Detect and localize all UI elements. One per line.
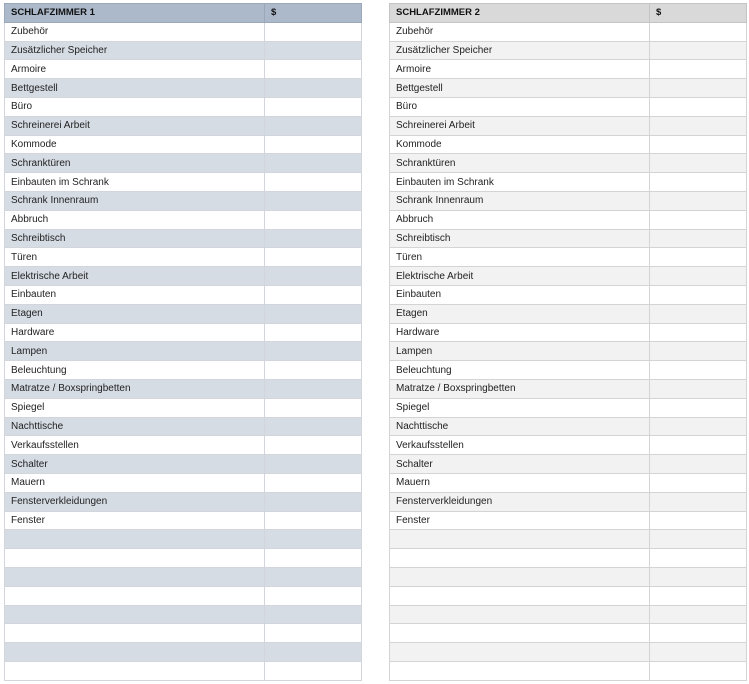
table-row xyxy=(390,473,747,492)
cost-cell[interactable] xyxy=(265,116,362,135)
item-cell[interactable]: Fenster xyxy=(5,511,265,530)
table-row xyxy=(5,417,362,436)
cost-cell[interactable] xyxy=(265,323,362,342)
cost-cell[interactable] xyxy=(265,417,362,436)
cost-cell[interactable] xyxy=(650,22,747,41)
bedroom-2-body xyxy=(390,22,747,680)
bedroom-1-body xyxy=(5,22,362,680)
table-row xyxy=(390,643,747,662)
cost-cell[interactable] xyxy=(650,248,747,267)
item-cell[interactable]: Büro xyxy=(390,97,650,116)
cost-cell[interactable] xyxy=(265,229,362,248)
header-row xyxy=(5,4,362,23)
item-cell[interactable]: Türen xyxy=(5,248,265,267)
table-row xyxy=(390,22,747,41)
table-row xyxy=(5,154,362,173)
item-cell[interactable]: Lampen xyxy=(5,342,265,361)
table-row xyxy=(5,398,362,417)
table-row xyxy=(390,60,747,79)
item-cell[interactable] xyxy=(390,567,650,586)
item-cell[interactable]: Spiegel xyxy=(390,398,650,417)
cost-cell[interactable] xyxy=(265,511,362,530)
item-cell[interactable]: Einbauten xyxy=(5,285,265,304)
item-cell[interactable] xyxy=(390,605,650,624)
bedroom-2-table xyxy=(389,3,746,681)
item-cell[interactable] xyxy=(5,624,265,643)
cost-cell[interactable] xyxy=(265,567,362,586)
item-cell[interactable]: Schalter xyxy=(390,455,650,474)
item-cell[interactable]: Etagen xyxy=(390,304,650,323)
cost-cell[interactable] xyxy=(265,643,362,662)
cost-cell[interactable] xyxy=(650,379,747,398)
item-cell[interactable]: Abbruch xyxy=(390,210,650,229)
cost-cell[interactable] xyxy=(265,79,362,98)
table-row xyxy=(5,323,362,342)
item-cell[interactable]: Zubehör xyxy=(5,22,265,41)
item-cell[interactable] xyxy=(5,586,265,605)
table-row xyxy=(5,455,362,474)
table-row xyxy=(390,116,747,135)
cost-cell[interactable] xyxy=(265,304,362,323)
cost-cell[interactable] xyxy=(650,624,747,643)
item-cell[interactable]: Schreibtisch xyxy=(390,229,650,248)
table-row xyxy=(5,549,362,568)
item-cell[interactable] xyxy=(390,643,650,662)
cost-cell[interactable] xyxy=(650,473,747,492)
table-row xyxy=(390,624,747,643)
table-row xyxy=(5,661,362,680)
item-cell[interactable]: Schalter xyxy=(5,455,265,474)
item-cell[interactable] xyxy=(5,530,265,549)
item-cell[interactable]: Spiegel xyxy=(5,398,265,417)
item-cell[interactable]: Fensterverkleidungen xyxy=(390,492,650,511)
item-cell[interactable]: Einbauten xyxy=(390,285,650,304)
item-cell[interactable]: Armoire xyxy=(390,60,650,79)
item-cell[interactable]: Fenster xyxy=(390,511,650,530)
item-cell[interactable]: Lampen xyxy=(390,342,650,361)
item-cell[interactable]: Hardware xyxy=(390,323,650,342)
item-cell[interactable]: Einbauten im Schrank xyxy=(390,173,650,192)
cost-cell[interactable] xyxy=(265,285,362,304)
table-row xyxy=(390,549,747,568)
cost-cell[interactable] xyxy=(265,191,362,210)
table-row xyxy=(390,154,747,173)
cost-cell[interactable] xyxy=(265,605,362,624)
table-row xyxy=(5,285,362,304)
item-cell[interactable] xyxy=(390,661,650,680)
item-cell[interactable]: Armoire xyxy=(5,60,265,79)
item-cell[interactable]: Abbruch xyxy=(5,210,265,229)
table-row xyxy=(390,304,747,323)
item-cell[interactable] xyxy=(5,643,265,662)
header-row xyxy=(390,4,747,23)
cost-column-header: $ xyxy=(650,4,747,23)
cost-cell[interactable] xyxy=(650,97,747,116)
cost-cell[interactable] xyxy=(650,229,747,248)
table-row xyxy=(390,135,747,154)
table-row xyxy=(5,135,362,154)
table-row xyxy=(5,116,362,135)
cost-cell[interactable] xyxy=(650,417,747,436)
item-cell[interactable]: Matratze / Boxspringbetten xyxy=(5,379,265,398)
table-row xyxy=(390,79,747,98)
table-row xyxy=(390,511,747,530)
item-cell[interactable] xyxy=(5,567,265,586)
table-row xyxy=(390,605,747,624)
cost-cell[interactable] xyxy=(650,361,747,380)
cost-cell[interactable] xyxy=(265,135,362,154)
item-cell[interactable]: Schranktüren xyxy=(5,154,265,173)
table-row xyxy=(5,379,362,398)
table-row xyxy=(5,342,362,361)
cost-cell[interactable] xyxy=(650,567,747,586)
table-row xyxy=(5,473,362,492)
cost-cell[interactable] xyxy=(265,154,362,173)
cost-cell[interactable] xyxy=(265,379,362,398)
item-cell[interactable] xyxy=(5,661,265,680)
cost-cell[interactable] xyxy=(650,60,747,79)
item-cell[interactable] xyxy=(390,530,650,549)
cost-cell[interactable] xyxy=(265,586,362,605)
table-row xyxy=(390,492,747,511)
cost-cell[interactable] xyxy=(650,530,747,549)
item-cell[interactable]: Schreibtisch xyxy=(5,229,265,248)
item-cell[interactable]: Mauern xyxy=(5,473,265,492)
table-row xyxy=(390,248,747,267)
table-row xyxy=(5,41,362,60)
bedroom-2-grid xyxy=(389,3,747,681)
table-row xyxy=(390,455,747,474)
item-cell[interactable]: Büro xyxy=(5,97,265,116)
table-row xyxy=(390,173,747,192)
item-cell[interactable]: Hardware xyxy=(5,323,265,342)
table-row xyxy=(390,191,747,210)
bedroom-1-table xyxy=(4,3,361,681)
item-cell[interactable]: Bettgestell xyxy=(5,79,265,98)
item-cell[interactable]: Matratze / Boxspringbetten xyxy=(390,379,650,398)
table-row xyxy=(5,436,362,455)
cost-cell[interactable] xyxy=(650,549,747,568)
table-row xyxy=(390,342,747,361)
cost-cell[interactable] xyxy=(265,342,362,361)
item-cell[interactable]: Mauern xyxy=(390,473,650,492)
cost-cell[interactable] xyxy=(650,285,747,304)
table-row xyxy=(390,379,747,398)
cost-cell[interactable] xyxy=(650,323,747,342)
cost-cell[interactable] xyxy=(265,473,362,492)
cost-cell[interactable] xyxy=(265,549,362,568)
cost-column-header: $ xyxy=(265,4,362,23)
table-row xyxy=(5,492,362,511)
item-cell[interactable]: Einbauten im Schrank xyxy=(5,173,265,192)
table-row xyxy=(5,624,362,643)
item-cell[interactable]: Kommode xyxy=(5,135,265,154)
cost-cell[interactable] xyxy=(650,455,747,474)
cost-cell[interactable] xyxy=(650,210,747,229)
item-cell[interactable] xyxy=(5,549,265,568)
table-row xyxy=(390,97,747,116)
cost-cell[interactable] xyxy=(650,398,747,417)
cost-cell[interactable] xyxy=(265,436,362,455)
table-row xyxy=(390,41,747,60)
table-row xyxy=(5,97,362,116)
cost-cell[interactable] xyxy=(650,436,747,455)
item-cell[interactable]: Schreinerei Arbeit xyxy=(390,116,650,135)
cost-cell[interactable] xyxy=(265,398,362,417)
table-row xyxy=(5,567,362,586)
table-row xyxy=(5,530,362,549)
cost-cell[interactable] xyxy=(650,191,747,210)
table-row xyxy=(390,323,747,342)
cost-cell[interactable] xyxy=(650,154,747,173)
cost-cell[interactable] xyxy=(650,79,747,98)
cost-cell[interactable] xyxy=(650,492,747,511)
cost-cell[interactable] xyxy=(265,210,362,229)
table-row xyxy=(390,361,747,380)
table-row xyxy=(5,361,362,380)
cost-cell[interactable] xyxy=(650,267,747,286)
table-row xyxy=(5,605,362,624)
table-row xyxy=(5,22,362,41)
table-row xyxy=(5,643,362,662)
cost-cell[interactable] xyxy=(650,41,747,60)
item-cell[interactable]: Verkaufsstellen xyxy=(5,436,265,455)
item-cell[interactable] xyxy=(5,605,265,624)
item-cell[interactable]: Nachttische xyxy=(390,417,650,436)
item-cell[interactable]: Bettgestell xyxy=(390,79,650,98)
cost-cell[interactable] xyxy=(650,135,747,154)
table-row xyxy=(390,417,747,436)
item-cell[interactable]: Verkaufsstellen xyxy=(390,436,650,455)
item-cell[interactable]: Zusätzlicher Speicher xyxy=(390,41,650,60)
item-cell[interactable]: Schreinerei Arbeit xyxy=(5,116,265,135)
item-cell[interactable]: Zusätzlicher Speicher xyxy=(5,41,265,60)
item-cell[interactable]: Schrank Innenraum xyxy=(390,191,650,210)
cost-cell[interactable] xyxy=(650,342,747,361)
item-cell[interactable]: Elektrische Arbeit xyxy=(390,267,650,286)
table-row xyxy=(390,267,747,286)
item-cell[interactable]: Schrank Innenraum xyxy=(5,191,265,210)
table-row xyxy=(390,586,747,605)
cost-cell[interactable] xyxy=(265,41,362,60)
item-column-header: SCHLAFZIMMER 2 xyxy=(390,4,650,23)
table-row xyxy=(5,60,362,79)
table-row xyxy=(390,210,747,229)
table-row xyxy=(5,191,362,210)
table-row xyxy=(5,511,362,530)
table-row xyxy=(5,79,362,98)
table-row xyxy=(390,567,747,586)
cost-cell[interactable] xyxy=(650,116,747,135)
table-row xyxy=(5,173,362,192)
item-cell[interactable]: Türen xyxy=(390,248,650,267)
item-cell[interactable]: Zubehör xyxy=(390,22,650,41)
table-row xyxy=(5,586,362,605)
cost-cell[interactable] xyxy=(650,605,747,624)
cost-cell[interactable] xyxy=(265,173,362,192)
item-cell[interactable] xyxy=(390,586,650,605)
table-row xyxy=(5,248,362,267)
item-cell[interactable]: Etagen xyxy=(5,304,265,323)
cost-cell[interactable] xyxy=(265,492,362,511)
cost-cell[interactable] xyxy=(265,661,362,680)
table-row xyxy=(390,285,747,304)
cost-cell[interactable] xyxy=(265,60,362,79)
item-cell[interactable] xyxy=(390,624,650,643)
cost-cell[interactable] xyxy=(265,22,362,41)
item-column-header: SCHLAFZIMMER 1 xyxy=(5,4,265,23)
table-row xyxy=(390,530,747,549)
item-cell[interactable]: Kommode xyxy=(390,135,650,154)
item-cell[interactable]: Fensterverkleidungen xyxy=(5,492,265,511)
item-cell[interactable]: Elektrische Arbeit xyxy=(5,267,265,286)
table-row xyxy=(5,304,362,323)
table-row xyxy=(390,229,747,248)
cost-cell[interactable] xyxy=(650,661,747,680)
cost-cell[interactable] xyxy=(265,624,362,643)
cost-cell[interactable] xyxy=(265,455,362,474)
cost-cell[interactable] xyxy=(265,267,362,286)
cost-cell[interactable] xyxy=(650,643,747,662)
cost-cell[interactable] xyxy=(650,173,747,192)
cost-cell[interactable] xyxy=(265,530,362,549)
cost-cell[interactable] xyxy=(650,304,747,323)
bedroom-1-grid xyxy=(4,3,362,681)
item-cell[interactable]: Beleuchtung xyxy=(390,361,650,380)
cost-cell[interactable] xyxy=(265,248,362,267)
table-row xyxy=(5,210,362,229)
cost-cell[interactable] xyxy=(265,361,362,380)
table-row xyxy=(5,267,362,286)
table-row xyxy=(5,229,362,248)
item-cell[interactable] xyxy=(390,549,650,568)
cost-cell[interactable] xyxy=(650,586,747,605)
table-row xyxy=(390,661,747,680)
cost-cell[interactable] xyxy=(650,511,747,530)
table-row xyxy=(390,398,747,417)
item-cell[interactable]: Nachttische xyxy=(5,417,265,436)
table-row xyxy=(390,436,747,455)
item-cell[interactable]: Beleuchtung xyxy=(5,361,265,380)
cost-cell[interactable] xyxy=(265,97,362,116)
item-cell[interactable]: Schranktüren xyxy=(390,154,650,173)
